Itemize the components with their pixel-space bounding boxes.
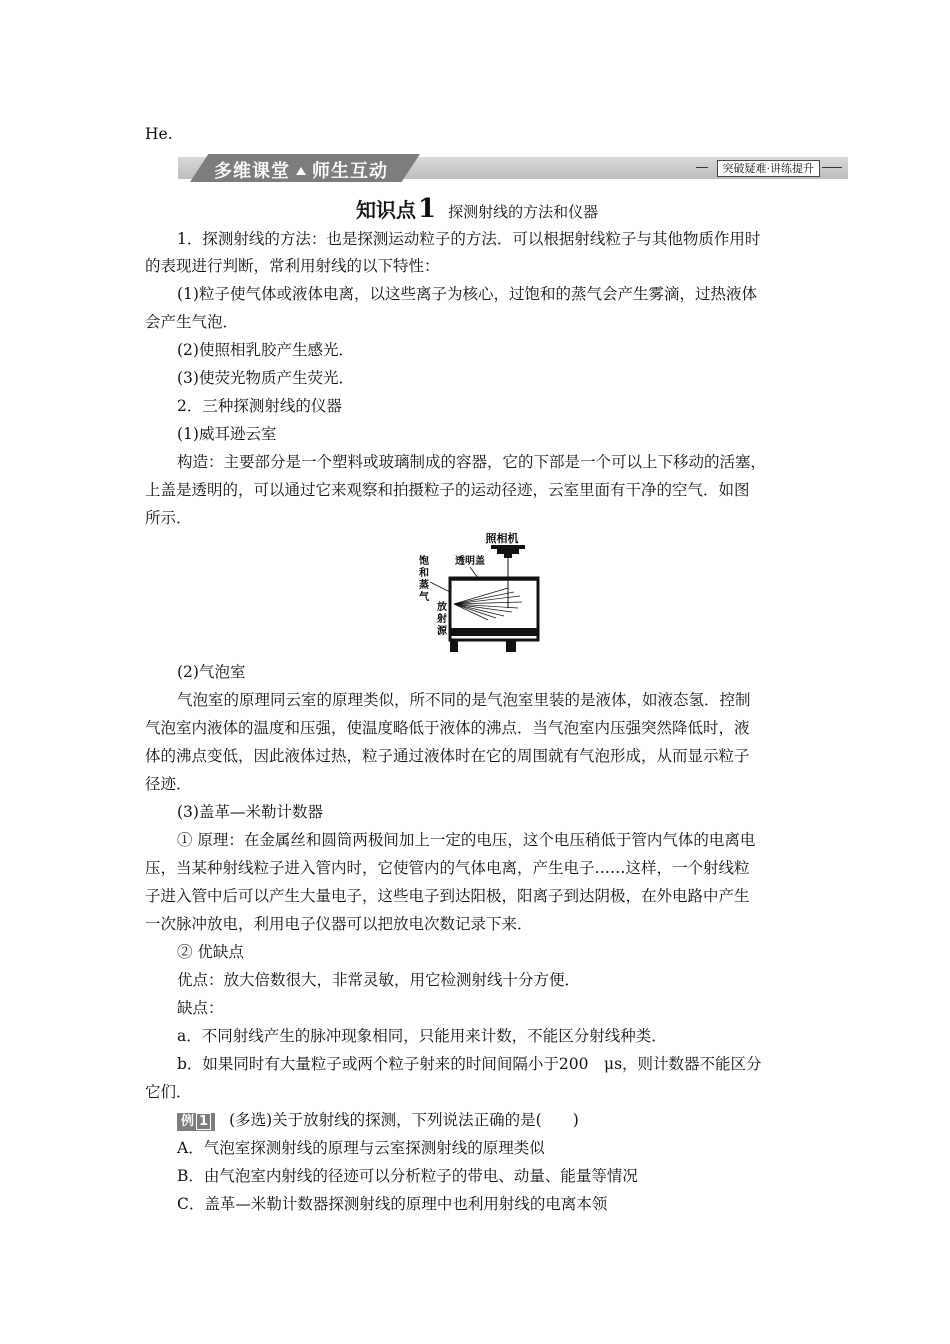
triangle-icon — [296, 167, 306, 175]
figure-label-camera: 照相机 — [485, 532, 519, 545]
paragraph-line: 缺点： — [177, 999, 224, 1017]
knowledge-point-subtitle: 探测射线的方法和仪器 — [448, 203, 599, 221]
paragraph-line: 体的沸点变低，因此液体过热，粒子通过液体时在它的周围就有气泡形成，从而显示粒子 — [145, 747, 750, 765]
camera-lens — [504, 554, 512, 558]
paragraph-line: 它们． — [145, 1083, 192, 1101]
banner-rule-left — [696, 167, 708, 168]
banner-tag: 突破疑难·讲练提升 — [717, 160, 821, 177]
example-tag-number: 1 — [196, 1113, 211, 1130]
knowledge-point-label: 知识点 — [356, 198, 416, 222]
paragraph-line: 压，当某种射线粒子进入管内时，它使管内的气体电离，产生电子……这样，一个射线粒 — [145, 859, 750, 877]
paragraph-line: 气泡室内液体的温度和压强，使温度略低于液体的沸点．当气泡室内压强突然降低时，液 — [145, 719, 750, 737]
paragraph-line: a．不同射线产生的脉冲现象相同，只能用来计数，不能区分射线种类． — [177, 1027, 667, 1045]
figure-label-source-1: 放 — [437, 602, 447, 613]
example-option-a: A．气泡室探测射线的原理与云室探测射线的原理类似 — [177, 1139, 545, 1157]
example-tag-label: 例 — [181, 1114, 195, 1129]
knowledge-point-number: 1 — [418, 194, 437, 224]
leg-right — [506, 640, 516, 652]
paragraph-line: 优点：放大倍数很大，非常灵敏，用它检测射线十分方便． — [177, 971, 581, 989]
paragraph-line: 会产生气泡． — [145, 313, 239, 331]
banner-title-right: 师生互动 — [312, 161, 388, 182]
example-question-text: (多选)关于放射线的探测，下列说法正确的是( ) — [229, 1111, 579, 1129]
example-tag — [177, 1113, 215, 1131]
camera-top — [491, 545, 525, 549]
paragraph-line: (3)盖革—米勒计数器 — [177, 803, 323, 821]
paragraph-line: (2)气泡室 — [177, 663, 246, 681]
camera-body — [497, 549, 519, 554]
figure-label-vapor-4: 气 — [419, 592, 429, 603]
banner-title — [214, 157, 388, 183]
paragraph-line: 子进入管中后可以产生大量电子，这些电子到达阳极，阳离子到达阴极，在外电路中产生 — [145, 887, 750, 905]
piston — [451, 628, 537, 636]
paragraph-line: ② 优缺点 — [177, 943, 244, 961]
paragraph-line: (1)威耳逊云室 — [177, 425, 277, 443]
knowledge-point-heading — [356, 194, 598, 224]
paragraph-line: ① 原理：在金属丝和圆筒两极间加上一定的电压，这个电压稍低于管内气体的电离电 — [177, 831, 756, 849]
banner-rule-right — [822, 167, 842, 168]
figure-label-vapor-3: 蒸 — [419, 580, 429, 591]
top-fragment: He. — [145, 125, 173, 143]
cloud-chamber-figure — [418, 530, 542, 654]
paragraph-line: 1．探测射线的方法：也是探测运动粒子的方法．可以根据射线粒子与其他物质作用时 — [177, 230, 761, 248]
paragraph-line: b．如果同时有大量粒子或两个粒子射来的时间间隔小于200 μs，则计数器不能区分 — [177, 1055, 762, 1073]
paragraph-line: 一次脉冲放电，利用电子仪器可以把放电次数记录下来． — [145, 915, 533, 933]
figure-label-source-3: 源 — [437, 626, 447, 637]
section-banner — [178, 154, 848, 182]
paragraph-line: 2．三种探测射线的仪器 — [177, 397, 342, 415]
example-option-b: B．由气泡室内射线的径迹可以分析粒子的带电、动量、能量等情况 — [177, 1167, 638, 1185]
leg-left — [450, 640, 458, 652]
figure-label-vapor-2: 和 — [419, 568, 429, 579]
paragraph-line: 气泡室的原理同云室的原理类似，所不同的是气泡室里装的是液体，如液态氢．控制 — [177, 691, 751, 709]
figure-label-lid: 透明盖 — [455, 556, 485, 567]
paragraph-line: 上盖是透明的，可以通过它来观察和拍摄粒子的运动径迹，云室里面有干净的空气．如图 — [145, 481, 750, 499]
paragraph-line: 的表现进行判断，常利用射线的以下特性： — [145, 257, 440, 275]
paragraph-line: (2)使照相乳胶产生感光． — [177, 341, 354, 359]
paragraph-line: (3)使荧光物质产生荧光． — [177, 369, 354, 387]
paragraph-line: (1)粒子使气体或液体电离，以这些离子为核心，过饱和的蒸气会产生雾滴，过热液体 — [177, 285, 757, 303]
figure-label-source-2: 射 — [437, 614, 447, 625]
paragraph-line: 径迹． — [145, 775, 192, 793]
banner-title-left: 多维课堂 — [214, 161, 290, 182]
example-option-c: C．盖革—米勒计数器探测射线的原理中也利用射线的电离本领 — [177, 1195, 608, 1213]
figure-label-vapor-1: 饱 — [419, 556, 429, 567]
paragraph-line: 构造：主要部分是一个塑料或玻璃制成的容器，它的下部是一个可以上下移动的活塞， — [177, 453, 767, 471]
example-question — [177, 1110, 579, 1131]
paragraph-line: 所示． — [145, 509, 192, 527]
